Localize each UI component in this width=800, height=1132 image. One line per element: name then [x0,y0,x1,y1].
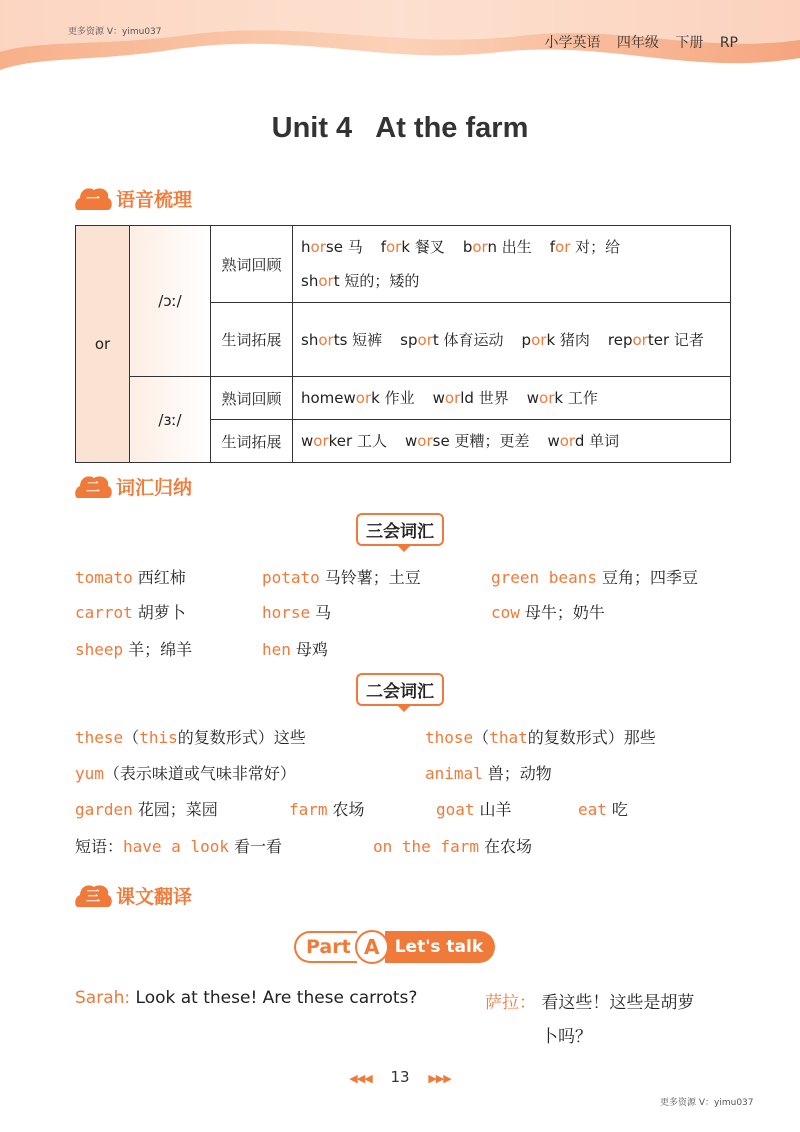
vocab-item-these: these（this的复数形式）这些 [75,728,306,747]
row-words [293,226,731,303]
page-number-bar [0,1068,800,1086]
row-label: 熟词回顾 [211,226,293,303]
section-badge-icon: 三 [74,883,112,907]
phonics-word: reporter 记者 [607,330,704,349]
prev-page-arrows-icon: ◀◀◀ [349,1072,372,1085]
dialog-line-en [75,988,417,1008]
phonics-word: homework 作业 [301,389,415,407]
phonics-word: worker 工人 [301,432,387,450]
watermark-bottom: 更多资源 V：yimu037 [660,1098,754,1108]
row-label: 生词拓展 [211,420,293,463]
phrase-line-2: on the farm 在农场 [373,837,532,856]
vocab-item: carrot 胡萝卜 [75,603,186,622]
phonics-word: born 出生 [462,238,532,256]
vocab-item: tomato 西红柿 [75,568,186,587]
unit-title: Unit 4 At the farm [271,112,529,144]
part-subtitle: Let's talk [385,931,495,963]
vocab-item-animal: animal 兽；动物 [425,764,552,783]
vocab-item-yum: yum（表示味道或气味非常好） [75,764,296,783]
watermark-top: 更多资源 V：yimu037 [68,27,162,37]
vocab3-heading: 三会词汇 [0,514,800,544]
book-grade: 四年级 [616,35,659,51]
phonics-word: for 对；给 [549,238,621,256]
vocab-item: cow 母牛；奶牛 [491,603,605,622]
row-words [293,303,731,377]
phonics-word: sport 体育运动 [400,330,504,349]
phonics-word: worse 更糟；更差 [404,432,530,450]
section-phonics-head [74,183,192,213]
phonics-word: fork 餐叉 [380,238,445,256]
vocab2-heading: 二会词汇 [0,674,800,704]
vocab-item-eat: eat 吃 [578,800,628,819]
phonics-word: horse 马 [301,238,363,256]
book-volume: 下册 [675,35,704,51]
phonics-ipa: /ɔː/ [130,226,211,377]
section-title: 语音梳理 [116,188,193,211]
part-label: Part [294,931,357,963]
phonics-word: pork 猪肉 [521,330,590,349]
dialog-line-zh-cont: 卜吗？ [541,1027,592,1047]
phonics-word: shorts 短裤 [301,330,383,349]
speaker-en: Sarah: [75,988,131,1008]
phonics-word: world 世界 [432,389,509,407]
book-subject: 小学英语 [544,35,601,51]
dialog-line-zh [485,988,694,1013]
row-label: 生词拓展 [211,303,293,377]
vocab-item: potato 马铃薯；土豆 [262,568,421,587]
phonics-word: short 短的；矮的 [301,272,420,290]
row-words [293,420,731,463]
vocab-item: sheep 羊；绵羊 [75,640,193,659]
phonics-group: or [76,226,130,463]
row-label: 熟词回顾 [211,377,293,420]
page-number: 13 [390,1068,410,1086]
section-badge-icon: 二 [74,474,112,498]
phonics-word: work 工作 [526,389,598,407]
speaker-zh: 萨拉： [485,993,536,1013]
section-title: 词汇归纳 [116,476,193,499]
phrase-line: 短语：have a look 看一看 [75,837,282,856]
vocab-item-those: those（that的复数形式）那些 [425,728,656,747]
vocab-item: horse 马 [262,603,332,622]
dialog-text-zh: 看这些！这些是胡萝 [541,993,695,1013]
vocab-item-goat: goat 山羊 [436,800,512,819]
section-badge-icon: 一 [74,186,112,210]
phonics-ipa: /ɜː/ [130,377,211,463]
row-words [293,377,731,420]
part-a-badge [294,929,495,965]
section-translation-head [74,880,192,910]
phonics-word: word 单词 [547,432,620,450]
part-letter: A [355,930,389,964]
vocab-item: hen 母鸡 [262,640,328,659]
book-edition: RP [719,35,738,51]
section-title: 课文翻译 [116,885,193,908]
vocab-item: green beans 豆角；四季豆 [491,568,698,587]
dialog-text-en: Look at these! Are these carrots? [135,988,418,1008]
vocab-item-garden: garden 花园；菜园 [75,800,218,819]
section-vocab-head [74,471,192,501]
next-page-arrows-icon: ▶▶▶ [428,1072,451,1085]
vocab-item-farm: farm 农场 [289,800,365,819]
phonics-table [75,225,731,463]
book-info [532,32,738,52]
